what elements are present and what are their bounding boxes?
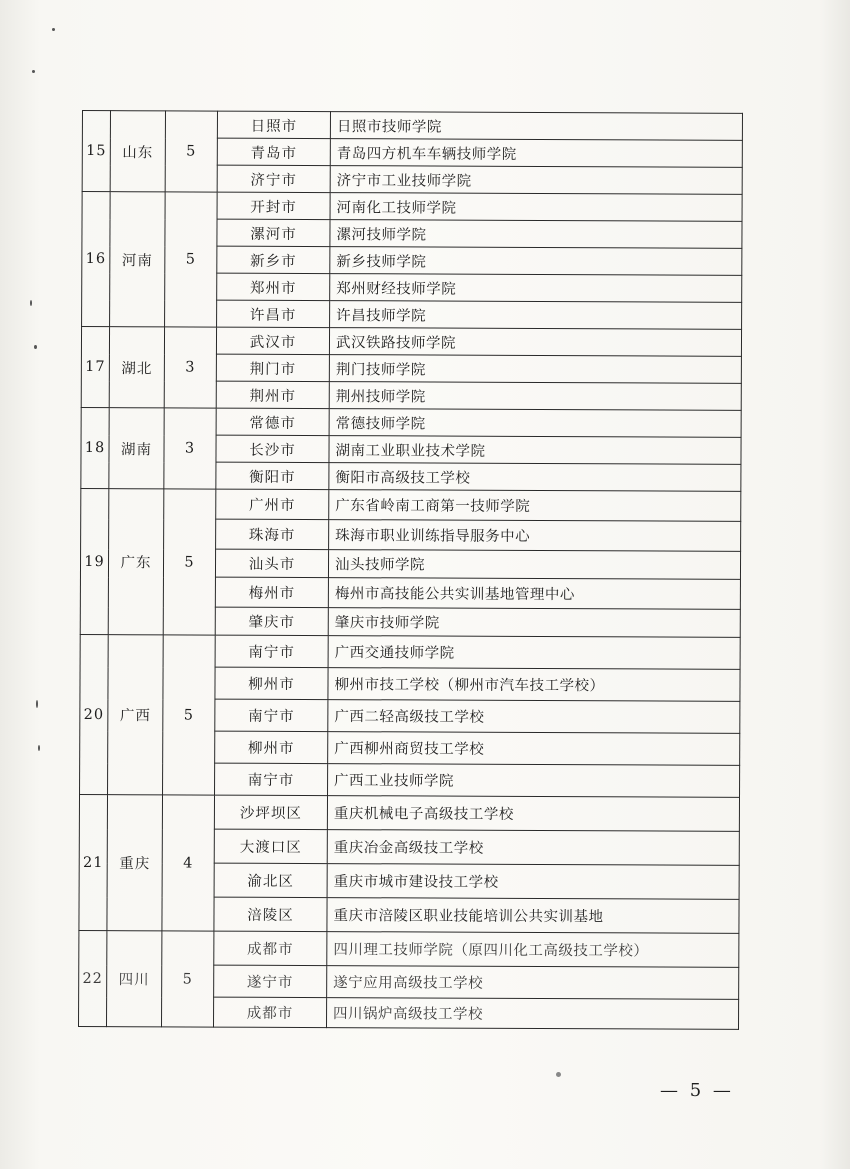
- school-cell: 湖南工业职业技术学院: [329, 436, 741, 465]
- row-number-cell: 20: [80, 634, 109, 794]
- table-row: [80, 634, 740, 669]
- city-cell: 漯河市: [217, 219, 330, 246]
- school-cell: 日照市技师学院: [330, 112, 742, 141]
- province-cell: 四川: [107, 931, 162, 1027]
- school-cell: 四川锅炉高级技工学校: [326, 998, 738, 1030]
- scan-speck: [52, 28, 55, 31]
- city-cell: 开封市: [217, 192, 330, 219]
- school-cell: 广西二轻高级技工学校: [328, 700, 740, 734]
- school-cell: 重庆机械电子高级技工学校: [327, 796, 739, 832]
- table-row: [81, 488, 741, 521]
- count-cell: 4: [162, 795, 215, 931]
- school-cell: 遂宁应用高级技工学校: [327, 966, 739, 1000]
- school-cell: 梅州市高技能公共实训基地管理中心: [328, 578, 740, 610]
- count-cell: 5: [162, 931, 214, 1027]
- table-row: [82, 192, 742, 222]
- scan-speck: [30, 300, 32, 306]
- city-cell: 南宁市: [215, 699, 328, 731]
- row-number-cell: 15: [82, 111, 110, 192]
- province-cell: 重庆: [107, 795, 163, 931]
- row-number-cell: 21: [79, 794, 108, 930]
- school-cell: 河南化工技师学院: [330, 193, 742, 222]
- school-cell: 武汉铁路技师学院: [329, 328, 741, 357]
- city-cell: 济宁市: [217, 165, 330, 192]
- table-row: [82, 111, 742, 141]
- city-cell: 广州市: [216, 489, 329, 519]
- school-cell: 广西柳州商贸技工学校: [328, 732, 740, 766]
- city-cell: 武汉市: [216, 327, 329, 354]
- city-cell: 荆门市: [216, 354, 329, 381]
- count-cell: 5: [165, 111, 217, 192]
- school-cell: 重庆市城市建设技工学校: [327, 864, 739, 900]
- table-row: [81, 407, 741, 437]
- school-cell: 许昌技师学院: [330, 301, 742, 330]
- city-cell: 南宁市: [215, 635, 328, 667]
- province-cell: 广东: [108, 489, 164, 635]
- count-cell: 3: [164, 408, 216, 489]
- schools-table: [78, 110, 743, 1030]
- province-cell: 湖南: [109, 408, 164, 489]
- city-cell: 青岛市: [217, 138, 330, 165]
- province-cell: 广西: [108, 635, 164, 795]
- school-cell: 衡阳市高级技工学校: [329, 463, 741, 492]
- city-cell: 许昌市: [217, 300, 330, 327]
- row-number-cell: 17: [81, 327, 109, 408]
- city-cell: 新乡市: [217, 246, 330, 273]
- row-number-cell: 18: [81, 407, 109, 488]
- school-cell: 汕头技师学院: [328, 550, 740, 580]
- city-cell: 涪陵区: [214, 897, 327, 931]
- city-cell: 柳州市: [215, 667, 328, 699]
- school-cell: 济宁市工业技师学院: [330, 166, 742, 195]
- city-cell: 郑州市: [217, 273, 330, 300]
- scan-speck: [556, 1072, 561, 1077]
- city-cell: 肇庆市: [215, 607, 328, 635]
- school-cell: 广西交通技师学院: [328, 636, 740, 670]
- city-cell: 常德市: [216, 408, 329, 435]
- schools-table-body: [79, 111, 743, 1030]
- city-cell: 长沙市: [216, 435, 329, 462]
- count-cell: 5: [163, 489, 216, 635]
- city-cell: 汕头市: [215, 549, 328, 577]
- city-cell: 梅州市: [215, 577, 328, 607]
- city-cell: 沙坪坝区: [214, 795, 327, 829]
- scan-speck: [38, 745, 40, 751]
- city-cell: 大渡口区: [214, 829, 327, 863]
- school-cell: 四川理工技师学院（原四川化工高级技工学校）: [327, 932, 739, 968]
- school-cell: 荆门技师学院: [329, 355, 741, 384]
- row-number-cell: 16: [82, 192, 111, 327]
- school-cell: 广东省岭南工商第一技师学院: [329, 490, 741, 522]
- school-cell: 新乡技师学院: [330, 247, 742, 276]
- scan-speck: [32, 70, 35, 73]
- count-cell: 5: [165, 192, 218, 327]
- count-cell: 5: [163, 635, 216, 795]
- province-cell: 河南: [110, 192, 166, 327]
- city-cell: 遂宁市: [214, 965, 327, 997]
- page-number: — 5 —: [660, 1080, 734, 1101]
- school-cell: 郑州财经技师学院: [330, 274, 742, 303]
- table-row: [79, 930, 739, 967]
- city-cell: 成都市: [213, 997, 326, 1027]
- city-cell: 荆州市: [216, 381, 329, 408]
- table-row: [79, 794, 739, 831]
- school-cell: 肇庆市技师学院: [328, 608, 740, 638]
- city-cell: 南宁市: [215, 763, 328, 795]
- province-cell: 山东: [110, 111, 165, 192]
- school-cell: 常德技师学院: [329, 409, 741, 438]
- city-cell: 柳州市: [215, 731, 328, 763]
- city-cell: 日照市: [217, 111, 330, 138]
- school-cell: 柳州市技工学校（柳州市汽车技工学校）: [328, 668, 740, 702]
- school-cell: 青岛四方机车车辆技师学院: [330, 139, 742, 168]
- school-cell: 广西工业技师学院: [328, 764, 740, 798]
- count-cell: 3: [164, 327, 216, 408]
- scan-speck: [34, 345, 37, 349]
- table-row: [81, 327, 741, 357]
- city-cell: 衡阳市: [216, 462, 329, 489]
- school-cell: 珠海市职业训练指导服务中心: [329, 520, 741, 552]
- row-number-cell: 19: [80, 488, 109, 634]
- row-number-cell: 22: [79, 930, 107, 1026]
- province-cell: 湖北: [109, 327, 164, 408]
- scan-speck: [36, 700, 38, 708]
- school-cell: 漯河技师学院: [330, 220, 742, 249]
- school-cell: 重庆冶金高级技工学校: [327, 830, 739, 866]
- school-cell: 重庆市涪陵区职业技能培训公共实训基地: [327, 898, 739, 934]
- school-cell: 荆州技师学院: [329, 382, 741, 411]
- city-cell: 渝北区: [214, 863, 327, 897]
- city-cell: 珠海市: [216, 519, 329, 549]
- city-cell: 成都市: [214, 931, 327, 965]
